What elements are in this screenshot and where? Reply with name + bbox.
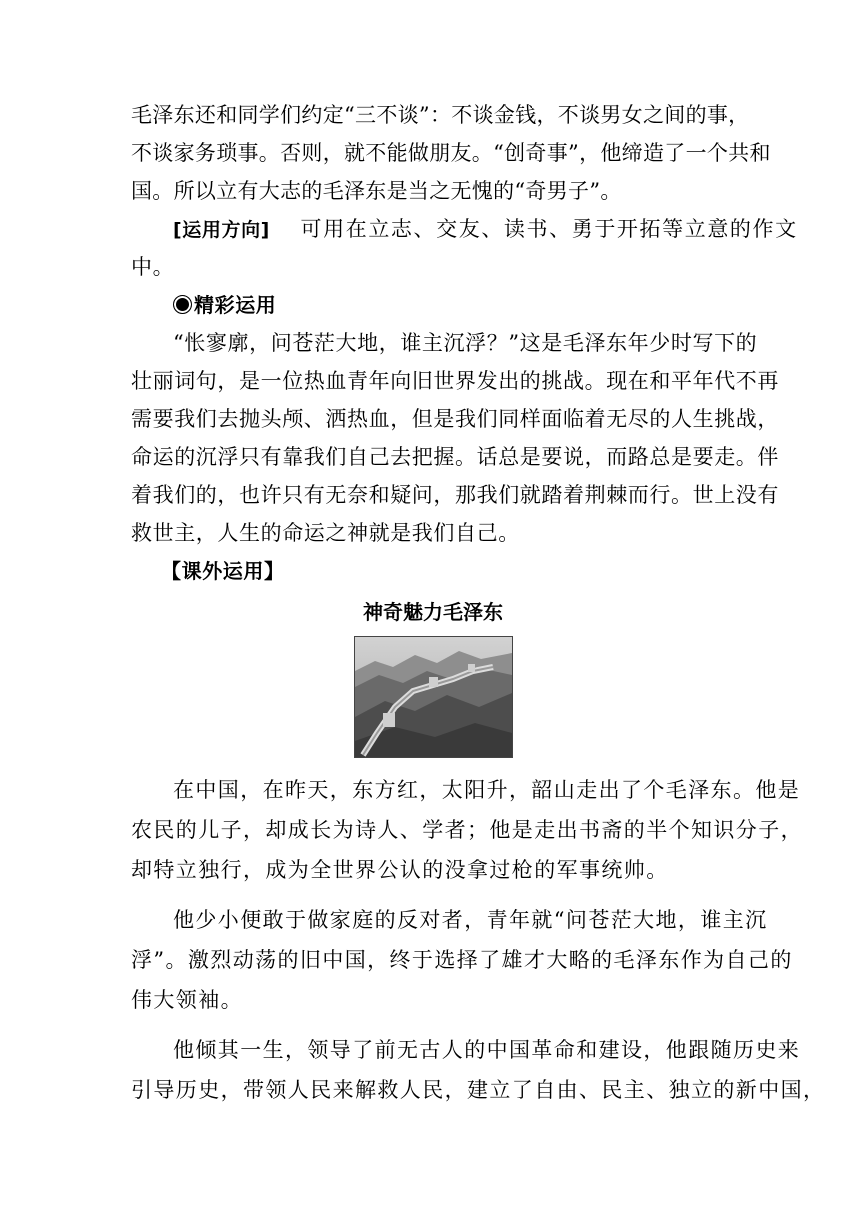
text-line: “怅寥廓，问苍茫大地，谁主沉浮？”这是毛泽东年少时写下的 xyxy=(173,331,758,355)
extracurricular-heading: 【课外运用】 xyxy=(161,559,285,583)
text-line: 他倾其一生，领导了前无古人的中国革命和建设，他跟随历史来 xyxy=(173,1038,801,1062)
text-line: 却特立独行，成为全世界公认的没拿过枪的军事统帅。 xyxy=(131,858,669,882)
usage-direction-text: 可用在立志、交友、读书、勇于开拓等立意的作文 xyxy=(300,217,798,241)
text-line: 国。所以立有大志的毛泽东是当之无愧的“奇男子”。 xyxy=(131,179,622,203)
usage-direction xyxy=(131,210,798,286)
text-line: 毛泽东还和同学们约定“三不谈”：不谈金钱，不谈男女之间的事， xyxy=(131,103,750,127)
bullet-icon xyxy=(173,295,192,314)
text-line: 他少小便敢于做家庭的反对者，青年就“问苍茫大地，谁主沉 xyxy=(173,908,768,932)
text-line: 不谈家务琐事。否则，就不能做朋友。“创奇事”，他缔造了一个共和 xyxy=(131,141,771,165)
article-paragraph xyxy=(131,900,793,1020)
text-line: 引导历史，带领人民来解救人民，建立了自由、民主、独立的新中国， xyxy=(131,1078,826,1102)
highlight-section xyxy=(131,286,779,552)
extracurricular-section xyxy=(131,552,826,1110)
text-line: 在中国，在昨天，东方红，太阳升，韶山走出了个毛泽东。他是 xyxy=(173,778,801,802)
text-line: 浮”。激烈动荡的旧中国，终于选择了雄才大略的毛泽东作为自己的 xyxy=(131,948,793,972)
great-wall-photo xyxy=(354,636,513,758)
text-line: 需要我们去抛头颅、洒热血，但是我们同样面临着无尽的人生挑战， xyxy=(131,407,779,431)
text-line: 伟大领袖。 xyxy=(131,988,243,1012)
text-line: 农民的儿子，却成长为诗人、学者；他是走出书斋的半个知识分子， xyxy=(131,818,803,842)
paragraph-three-not-talk xyxy=(131,96,771,210)
highlight-heading-row xyxy=(131,286,735,324)
article-title: 神奇魅力毛泽东 xyxy=(363,600,503,624)
text-line: 壮丽词句，是一位热血青年向旧世界发出的挑战。现在和平年代不再 xyxy=(131,369,779,393)
text-line: 着我们的，也许只有无奈和疑问，那我们就踏着荆棘而行。世上没有 xyxy=(131,483,779,507)
highlight-heading: 精彩运用 xyxy=(194,293,277,317)
document-page xyxy=(131,96,826,1110)
text-line: 中。 xyxy=(131,255,175,279)
article-paragraph xyxy=(131,1030,826,1110)
article-paragraph xyxy=(131,770,803,890)
great-wall-photo-icon xyxy=(355,637,512,757)
text-line: 救世主，人生的命运之神就是我们自己。 xyxy=(131,521,520,545)
article-body xyxy=(131,770,826,1110)
usage-direction-tag: [运用方向] xyxy=(173,219,270,241)
text-line: 命运的沉浮只有靠我们自己去把握。话总是要说，而路总是要走。伴 xyxy=(131,445,779,469)
